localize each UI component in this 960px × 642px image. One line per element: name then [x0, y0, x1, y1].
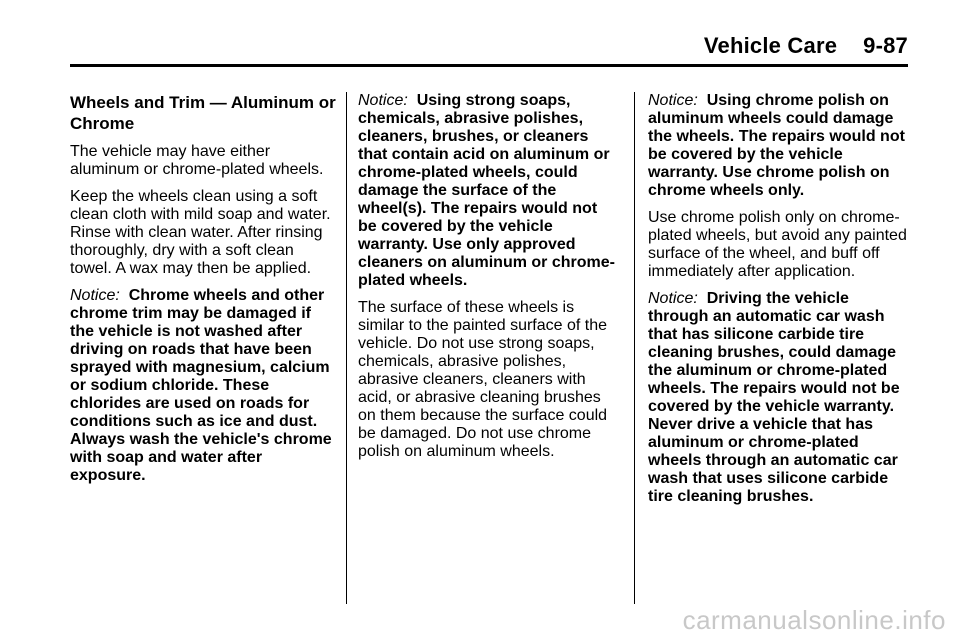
- notice-text: Using strong soaps, chemicals, abrasive polishes, cleaners, brushes, or cleaners that contain acid on aluminum or chrome-plated wheels, could damage the surface of the wheel(s). The repairs would not be covered by the vehicle warranty. Use only approved cleaners on aluminum or chrome-plated wheels.: [358, 92, 615, 289]
- column-1: [70, 92, 338, 494]
- page-number: 9-87: [863, 33, 908, 58]
- column-2: [358, 92, 620, 470]
- section-title: Vehicle Care: [703, 33, 838, 58]
- paragraph-polish-use: Use chrome polish only on chrome-plated wheels, but avoid any painted surface of the wheel, and buff off immediately after application.: [648, 209, 907, 280]
- paragraph-surface: The surface of these wheels is similar to the painted surface of the vehicle. Do not use strong soaps, chemicals, abrasive polishes, abrasive cleaners, cleaners with acid, or abrasive cleaning brushes on them because the surface could be damaged. Do not use chrome polish on aluminum wheels.: [358, 299, 608, 460]
- notice-label: Notice:: [70, 287, 120, 304]
- notice-text: Driving the vehicle through an automatic car wash that has silicone carbide tire cleaning brushes, could damage the aluminum or chrome-plated wheels. The repairs would not be covered by the vehicle warranty. Never drive a vehicle that has aluminum or chrome-plated wheels through an automatic car wash that uses silicone carbide tire cleaning brushes.: [648, 290, 900, 505]
- notice-chrome-polish: [648, 92, 910, 200]
- column-divider: [634, 92, 635, 604]
- notice-text: Using chrome polish on aluminum wheels could damage the wheels. The repairs would not be covered by the vehicle warranty. Use chrome polish on chrome wheels only.: [648, 92, 905, 199]
- paragraph-cleaning: Keep the wheels clean using a soft clean cloth with mild soap and water. Rinse with clean water. After rinsing thoroughly, dry with a soft clean towel. A wax may then be applied.: [70, 188, 331, 277]
- header-rule: [70, 64, 908, 67]
- notice-chrome-trim: [70, 287, 338, 485]
- notice-text: Chrome wheels and other chrome trim may be damaged if the vehicle is not washed after driving on roads that have been sprayed with magnesium, calcium or sodium chloride. These chlorides are used on roads for conditions such as ice and dust. Always wash the vehicle's chrome with soap and water after exposure.: [70, 287, 332, 484]
- watermark: carmanualsonline.info: [682, 605, 946, 635]
- notice-strong-soaps: [358, 92, 620, 290]
- page-header: [704, 33, 908, 59]
- column-3: [648, 92, 910, 515]
- notice-label: Notice:: [648, 92, 698, 109]
- column-divider: [346, 92, 347, 604]
- notice-car-wash: [648, 290, 910, 506]
- paragraph-wheel-types: The vehicle may have either aluminum or chrome-plated wheels.: [70, 143, 324, 178]
- notice-label: Notice:: [648, 290, 698, 307]
- notice-label: Notice:: [358, 92, 408, 109]
- section-heading: Wheels and Trim — Aluminum or Chrome: [70, 93, 336, 133]
